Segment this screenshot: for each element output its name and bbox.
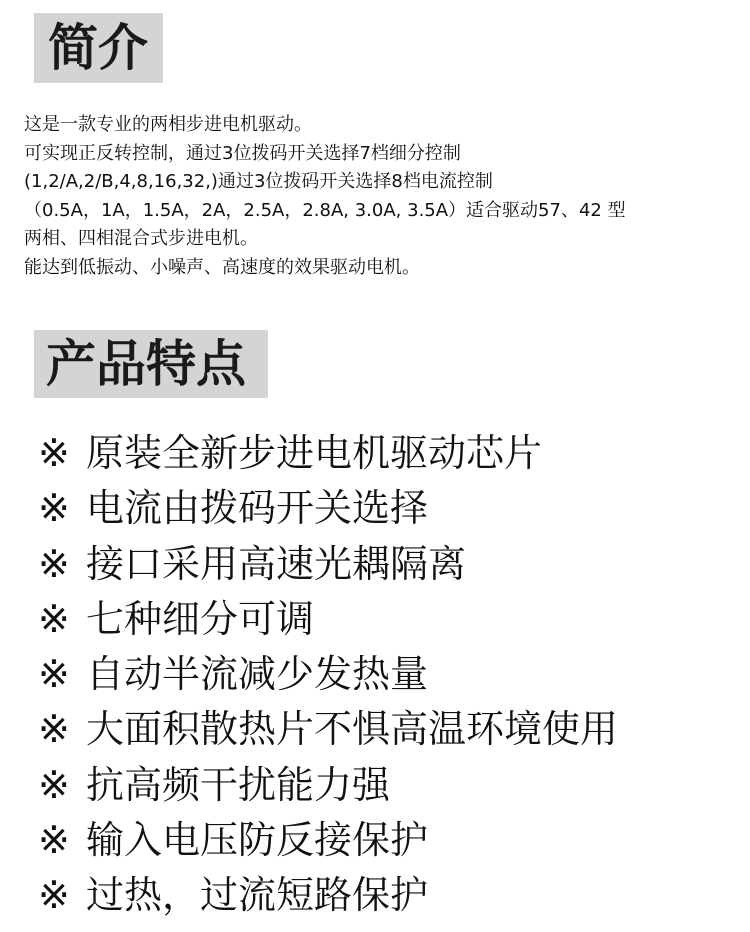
reference-mark-icon: ※ [38, 596, 70, 641]
feature-text: 抗高频干扰能力强 [86, 762, 391, 807]
intro-line: （0.5A，1A，1.5A，2A，2.5A，2.8A, 3.0A, 3.5A）适合驱动57、42 型 [24, 199, 626, 221]
reference-mark-icon: ※ [38, 818, 70, 863]
feature-text: 原装全新步进电机驱动芯片 [86, 431, 543, 475]
intro-line: 能达到低振动、小噪声、高速度的效果驱动电机。 [24, 256, 420, 278]
feature-item [38, 813, 738, 868]
reference-mark-icon: ※ [38, 541, 70, 586]
reference-mark-icon: ※ [38, 873, 70, 918]
feature-item [38, 537, 738, 592]
feature-text: 接口采用高速光耦隔离 [86, 541, 467, 586]
feature-item [38, 481, 738, 536]
intro-heading: 简介 [34, 13, 163, 83]
intro-line: 两相、四相混合式步进电机。 [24, 228, 258, 249]
feature-item [38, 758, 738, 813]
feature-text: 过热，过流短路保护 [86, 873, 429, 918]
feature-item [38, 647, 738, 702]
feature-item [38, 592, 738, 647]
feature-item [38, 702, 738, 757]
intro-description [24, 111, 744, 282]
feature-text: 大面积散热片不惧高温环境使用 [86, 707, 619, 752]
feature-text: 自动半流减少发热量 [86, 652, 429, 697]
intro-line: 这是一款专业的两相步进电机驱动。 [24, 114, 312, 135]
intro-line: 可实现正反转控制，通过3位拨码开关选择7档细分控制 [24, 142, 461, 164]
reference-mark-icon: ※ [38, 652, 70, 697]
features-heading: 产品特点 [34, 330, 268, 398]
features-list [38, 426, 738, 924]
feature-text: 七种细分可调 [86, 596, 315, 641]
intro-line: (1,2/A,2/B,4,8,16,32,)通过3位拨码开关选择8档电流控制 [24, 171, 493, 192]
feature-text: 输入电压防反接保护 [86, 818, 429, 863]
feature-item [38, 868, 738, 923]
reference-mark-icon: ※ [38, 486, 70, 531]
feature-item [38, 426, 738, 481]
reference-mark-icon: ※ [38, 707, 70, 752]
feature-text: 电流由拨码开关选择 [86, 486, 429, 531]
reference-mark-icon: ※ [38, 431, 70, 475]
reference-mark-icon: ※ [38, 762, 70, 807]
